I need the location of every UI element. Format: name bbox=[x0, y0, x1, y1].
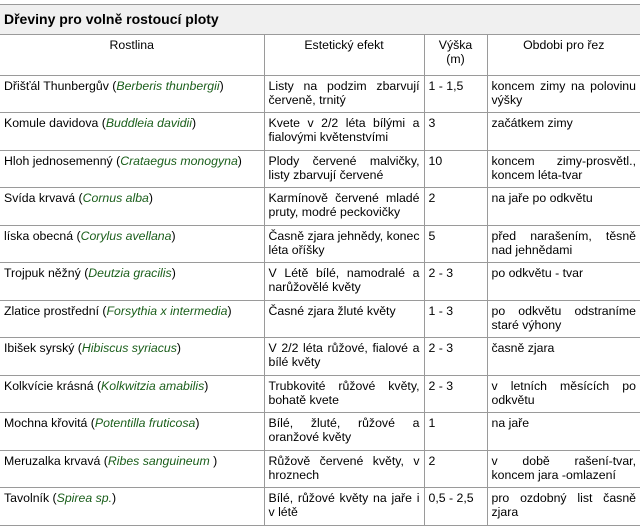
prune-cell: začátkem zimy bbox=[487, 113, 640, 151]
plant-name-close: ) bbox=[227, 303, 232, 318]
plant-latin-name: Corylus avellana bbox=[80, 228, 172, 243]
effect-cell: Plody červené malvičky, listy zbarvují červené bbox=[264, 150, 424, 188]
table-row bbox=[0, 150, 640, 188]
plant-name-close: ) bbox=[176, 341, 181, 355]
table-row bbox=[0, 75, 640, 113]
effect-cell: Časné zjara žluté květy bbox=[264, 300, 424, 338]
plant-name: Tavolník ( bbox=[4, 491, 57, 505]
plant-cell bbox=[0, 488, 264, 526]
height-cell: 2 - 3 bbox=[424, 263, 487, 301]
header-row bbox=[0, 35, 640, 75]
plant-latin-name: Forsythia x intermedia bbox=[106, 303, 228, 318]
prune-cell: koncem zimy-prosvětl., koncem léta-tvar bbox=[487, 150, 640, 188]
plant-latin-name: Potentilla fruticosa bbox=[94, 416, 196, 430]
plant-cell bbox=[0, 150, 264, 188]
plant-name: Meruzalka krvavá ( bbox=[4, 453, 108, 468]
height-cell: 3 bbox=[424, 113, 487, 151]
effect-cell: V 2/2 léta růžové, fialové a bílé květy bbox=[264, 338, 424, 376]
prune-cell: pro ozdobný list časně zjara bbox=[487, 488, 640, 526]
prune-cell: koncem zimy na polovinu výšky bbox=[487, 75, 640, 113]
prune-cell: na jaře po odkvětu bbox=[487, 188, 640, 226]
table-row bbox=[0, 225, 640, 263]
plant-latin-name: Berberis thunbergii bbox=[116, 78, 220, 93]
table-row bbox=[0, 263, 640, 301]
effect-cell: Kvete v 2/2 léta bílými a fialovými květenstvími bbox=[264, 113, 424, 151]
plant-name: Kolkvície krásná ( bbox=[4, 378, 102, 393]
effect-cell: V Létě bílé, namodralé a narůžovělé květy bbox=[264, 263, 424, 301]
plant-latin-name: Hibiscus syriacus bbox=[81, 341, 177, 355]
effect-cell: Bílé, růžové květy na jaře i v létě bbox=[264, 488, 424, 526]
plant-cell bbox=[0, 413, 264, 451]
plant-cell bbox=[0, 75, 264, 113]
plant-name: Ibišek syrský ( bbox=[4, 341, 82, 355]
header-height: Výška (m) bbox=[424, 35, 487, 75]
plant-name: Komule davidova ( bbox=[4, 116, 106, 130]
plant-name-close: ) bbox=[171, 266, 176, 280]
plant-name: Svída krvavá ( bbox=[4, 191, 83, 205]
height-cell: 2 bbox=[424, 188, 487, 226]
table-row bbox=[0, 488, 640, 526]
plant-cell bbox=[0, 113, 264, 151]
table-row bbox=[0, 300, 640, 338]
plant-cell bbox=[0, 375, 264, 413]
plant-latin-name: Deutzia gracilis bbox=[88, 266, 172, 280]
prune-cell: po odkvětu - tvar bbox=[487, 263, 640, 301]
prune-cell: před narašením, těsně nad jehnědami bbox=[487, 225, 640, 263]
plant-name-close: ) bbox=[204, 378, 209, 393]
prune-cell: na jaře bbox=[487, 413, 640, 451]
height-cell: 2 - 3 bbox=[424, 338, 487, 376]
height-cell: 5 bbox=[424, 225, 487, 263]
table-row bbox=[0, 338, 640, 376]
plant-latin-name: Ribes sanguineum bbox=[107, 453, 210, 468]
effect-cell: Růžově červené květy, v hroznech bbox=[264, 450, 424, 488]
height-cell: 1 - 1,5 bbox=[424, 75, 487, 113]
height-cell: 1 - 3 bbox=[424, 300, 487, 338]
prune-cell: po odkvětu odstraníme staré výhony bbox=[487, 300, 640, 338]
plant-cell bbox=[0, 300, 264, 338]
height-cell: 10 bbox=[424, 150, 487, 188]
plant-name-close: ) bbox=[192, 116, 197, 130]
prune-cell: v letních měsících po odkvětu bbox=[487, 375, 640, 413]
plant-name: Trojpuk něžný ( bbox=[4, 266, 89, 280]
table-row bbox=[0, 413, 640, 451]
plant-name: Hloh jednosemenný ( bbox=[4, 153, 121, 168]
plant-cell bbox=[0, 188, 264, 226]
prune-cell: v době rašení-tvar, koncem jara -omlazení bbox=[487, 450, 640, 488]
plant-name: Dřišťál Thunbergův ( bbox=[4, 78, 117, 93]
effect-cell: Trubkovité růžové květy, bohatě kvete bbox=[264, 375, 424, 413]
plant-name-close: ) bbox=[209, 453, 218, 468]
plants-table bbox=[0, 35, 640, 526]
plant-latin-name: Crataegus monogyna bbox=[120, 153, 238, 168]
plant-name-close: ) bbox=[171, 228, 176, 243]
height-cell: 2 bbox=[424, 450, 487, 488]
table-title: Dřeviny pro volně rostoucí ploty bbox=[0, 4, 640, 35]
plant-name-close: ) bbox=[195, 416, 200, 430]
height-cell: 2 - 3 bbox=[424, 375, 487, 413]
plant-name: líska obecná ( bbox=[4, 228, 81, 243]
plant-name-close: ) bbox=[148, 191, 154, 205]
table-row bbox=[0, 450, 640, 488]
plant-cell bbox=[0, 263, 264, 301]
effect-cell: Časně zjara jehnědy, konec léta oříšky bbox=[264, 225, 424, 263]
table-row bbox=[0, 113, 640, 151]
plant-cell bbox=[0, 450, 264, 488]
header-prune: Obdobi pro řez bbox=[487, 35, 640, 75]
plant-latin-name: Spirea sp. bbox=[56, 491, 112, 505]
plant-name-close: ) bbox=[237, 153, 242, 168]
effect-cell: Bílé, žluté, růžové a oranžové květy bbox=[264, 413, 424, 451]
height-cell: 0,5 - 2,5 bbox=[424, 488, 487, 526]
plant-latin-name: Cornus alba bbox=[82, 191, 149, 205]
effect-cell: Listy na podzim zbarvují červeně, trnitý bbox=[264, 75, 424, 113]
height-cell: 1 bbox=[424, 413, 487, 451]
table-body bbox=[0, 75, 640, 525]
plant-name-close: ) bbox=[112, 491, 117, 505]
header-effect: Estetický efekt bbox=[264, 35, 424, 75]
table-row bbox=[0, 375, 640, 413]
plant-name: Mochna křovitá ( bbox=[4, 416, 95, 430]
prune-cell: časně zjara bbox=[487, 338, 640, 376]
effect-cell: Karmínově červené mladé pruty, modré peckovičky bbox=[264, 188, 424, 226]
table-row bbox=[0, 188, 640, 226]
plant-latin-name: Kolkwitzia amabilis bbox=[101, 378, 205, 393]
plant-name: Zlatice prostřední ( bbox=[4, 303, 107, 318]
plant-cell bbox=[0, 225, 264, 263]
plant-cell bbox=[0, 338, 264, 376]
plant-name-close: ) bbox=[219, 78, 224, 93]
plant-latin-name: Buddleia davidii bbox=[105, 116, 192, 130]
header-plant: Rostlina bbox=[0, 35, 264, 75]
